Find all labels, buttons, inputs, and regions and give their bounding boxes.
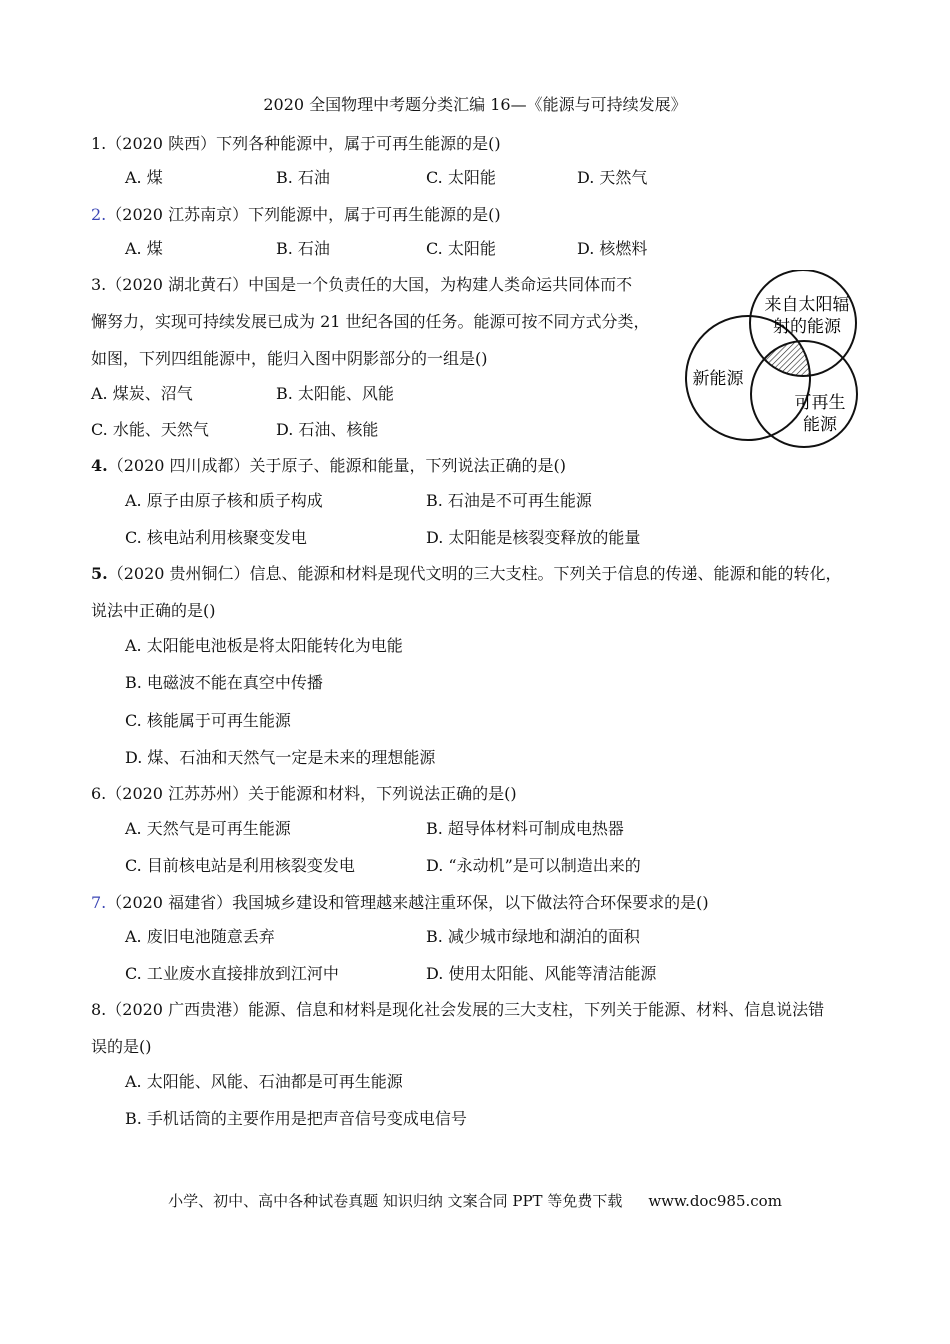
option-a: A. 太阳能、风能、石油都是可再生能源 (125, 1072, 403, 1091)
question-text: （2020 四川成都）关于原子、能源和能量，下列说法正确的是() (107, 456, 566, 475)
page-title: 2020 全国物理中考题分类汇编 16—《能源与可持续发展》 (263, 95, 687, 114)
question-number: 3. (91, 275, 107, 294)
question-number: 8. (91, 1000, 107, 1019)
question-text-line: （2020 贵州铜仁）信息、能源和材料是现代文明的三大支柱。下列关于信息的传递、能源和能的转化， (107, 564, 842, 583)
label-renewable-line1: 可再生 (794, 393, 846, 413)
option-a: A. 煤炭、沼气 (91, 384, 193, 403)
question-number: 1. (91, 134, 107, 153)
option-a: A. 原子由原子核和质子构成 (125, 491, 323, 510)
question-text-line: 懈努力，实现可持续发展已成为 21 世纪各国的任务。能源可按不同方式分类， (91, 312, 650, 331)
option-b: B. 超导体材料可制成电热器 (426, 819, 624, 838)
option-b: B. 太阳能、风能 (276, 384, 394, 403)
footer-url-link[interactable]: www.doc985.com (648, 1192, 782, 1210)
option-c: C. 水能、天然气 (91, 420, 209, 439)
question-text-line: （2020 湖北黄石）中国是一个负责任的大国，为构建人类命运共同体而不 (106, 275, 633, 294)
option-c: C. 工业废水直接排放到江河中 (125, 964, 339, 983)
label-renewable-line2: 能源 (803, 415, 837, 435)
option-a: A. 煤 (125, 168, 163, 187)
label-new-energy: 新能源 (692, 369, 744, 389)
option-d: D. 使用太阳能、风能等清洁能源 (426, 964, 657, 983)
question-text: （2020 陕西）下列各种能源中，属于可再生能源的是() (106, 134, 501, 153)
option-b: B. 手机话筒的主要作用是把声音信号变成电信号 (125, 1109, 467, 1128)
question-text-line: 说法中正确的是() (91, 601, 216, 620)
question-number: 2. (91, 205, 107, 224)
option-a: A. 煤 (125, 239, 163, 258)
label-solar-line2: 射的能源 (773, 317, 841, 337)
option-b: B. 电磁波不能在真空中传播 (125, 673, 323, 692)
option-b: B. 石油 (276, 168, 330, 187)
option-b: B. 石油 (276, 239, 330, 258)
question-2 (91, 202, 501, 225)
question-number: 6. (91, 784, 107, 803)
question-6 (91, 781, 517, 804)
label-solar-line1: 来自太阳辐 (764, 295, 850, 315)
question-7 (91, 890, 709, 913)
option-a: A. 太阳能电池板是将太阳能转化为电能 (125, 636, 403, 655)
option-a: A. 废旧电池随意丢弃 (125, 927, 275, 946)
question-8 (91, 997, 824, 1020)
venn-diagram (680, 270, 865, 455)
footer-text: 小学、初中、高中各种试卷真题 知识归纳 文案合同 PPT 等免费下载 (168, 1192, 623, 1210)
page-footer (0, 1190, 950, 1211)
option-c: C. 太阳能 (426, 168, 496, 187)
option-d: D. “永动机”是可以制造出来的 (426, 856, 641, 875)
option-d: D. 天然气 (577, 168, 648, 187)
question-3 (91, 272, 632, 295)
question-4 (91, 453, 566, 476)
question-number: 4. (91, 456, 108, 475)
option-c: C. 目前核电站是利用核裂变发电 (125, 856, 355, 875)
option-b: B. 减少城市绿地和湖泊的面积 (426, 927, 640, 946)
question-text: （2020 福建省）我国城乡建设和管理越来越注重环保，以下做法符合环保要求的是() (106, 893, 709, 912)
question-text: （2020 江苏南京）下列能源中，属于可再生能源的是() (106, 205, 501, 224)
option-d: D. 石油、核能 (276, 420, 379, 439)
option-d: D. 核燃料 (577, 239, 648, 258)
question-text-line: 如图，下列四组能源中，能归入图中阴影部分的一组是() (91, 349, 488, 368)
option-c: C. 核电站利用核聚变发电 (125, 528, 307, 547)
option-c: C. 核能属于可再生能源 (125, 711, 291, 730)
option-a: A. 天然气是可再生能源 (125, 819, 291, 838)
question-number: 7. (91, 893, 107, 912)
option-b: B. 石油是不可再生能源 (426, 491, 592, 510)
question-text-line: 误的是() (91, 1037, 152, 1056)
question-1 (91, 131, 501, 154)
question-text-line: （2020 广西贵港）能源、信息和材料是现化社会发展的三大支柱，下列关于能源、材料、信息说法错 (106, 1000, 825, 1019)
option-c: C. 太阳能 (426, 239, 496, 258)
option-d: D. 煤、石油和天然气一定是未来的理想能源 (125, 748, 436, 767)
question-5 (91, 561, 842, 584)
option-d: D. 太阳能是核裂变释放的能量 (426, 528, 641, 547)
question-text: （2020 江苏苏州）关于能源和材料，下列说法正确的是() (106, 784, 517, 803)
question-number: 5. (91, 564, 108, 583)
